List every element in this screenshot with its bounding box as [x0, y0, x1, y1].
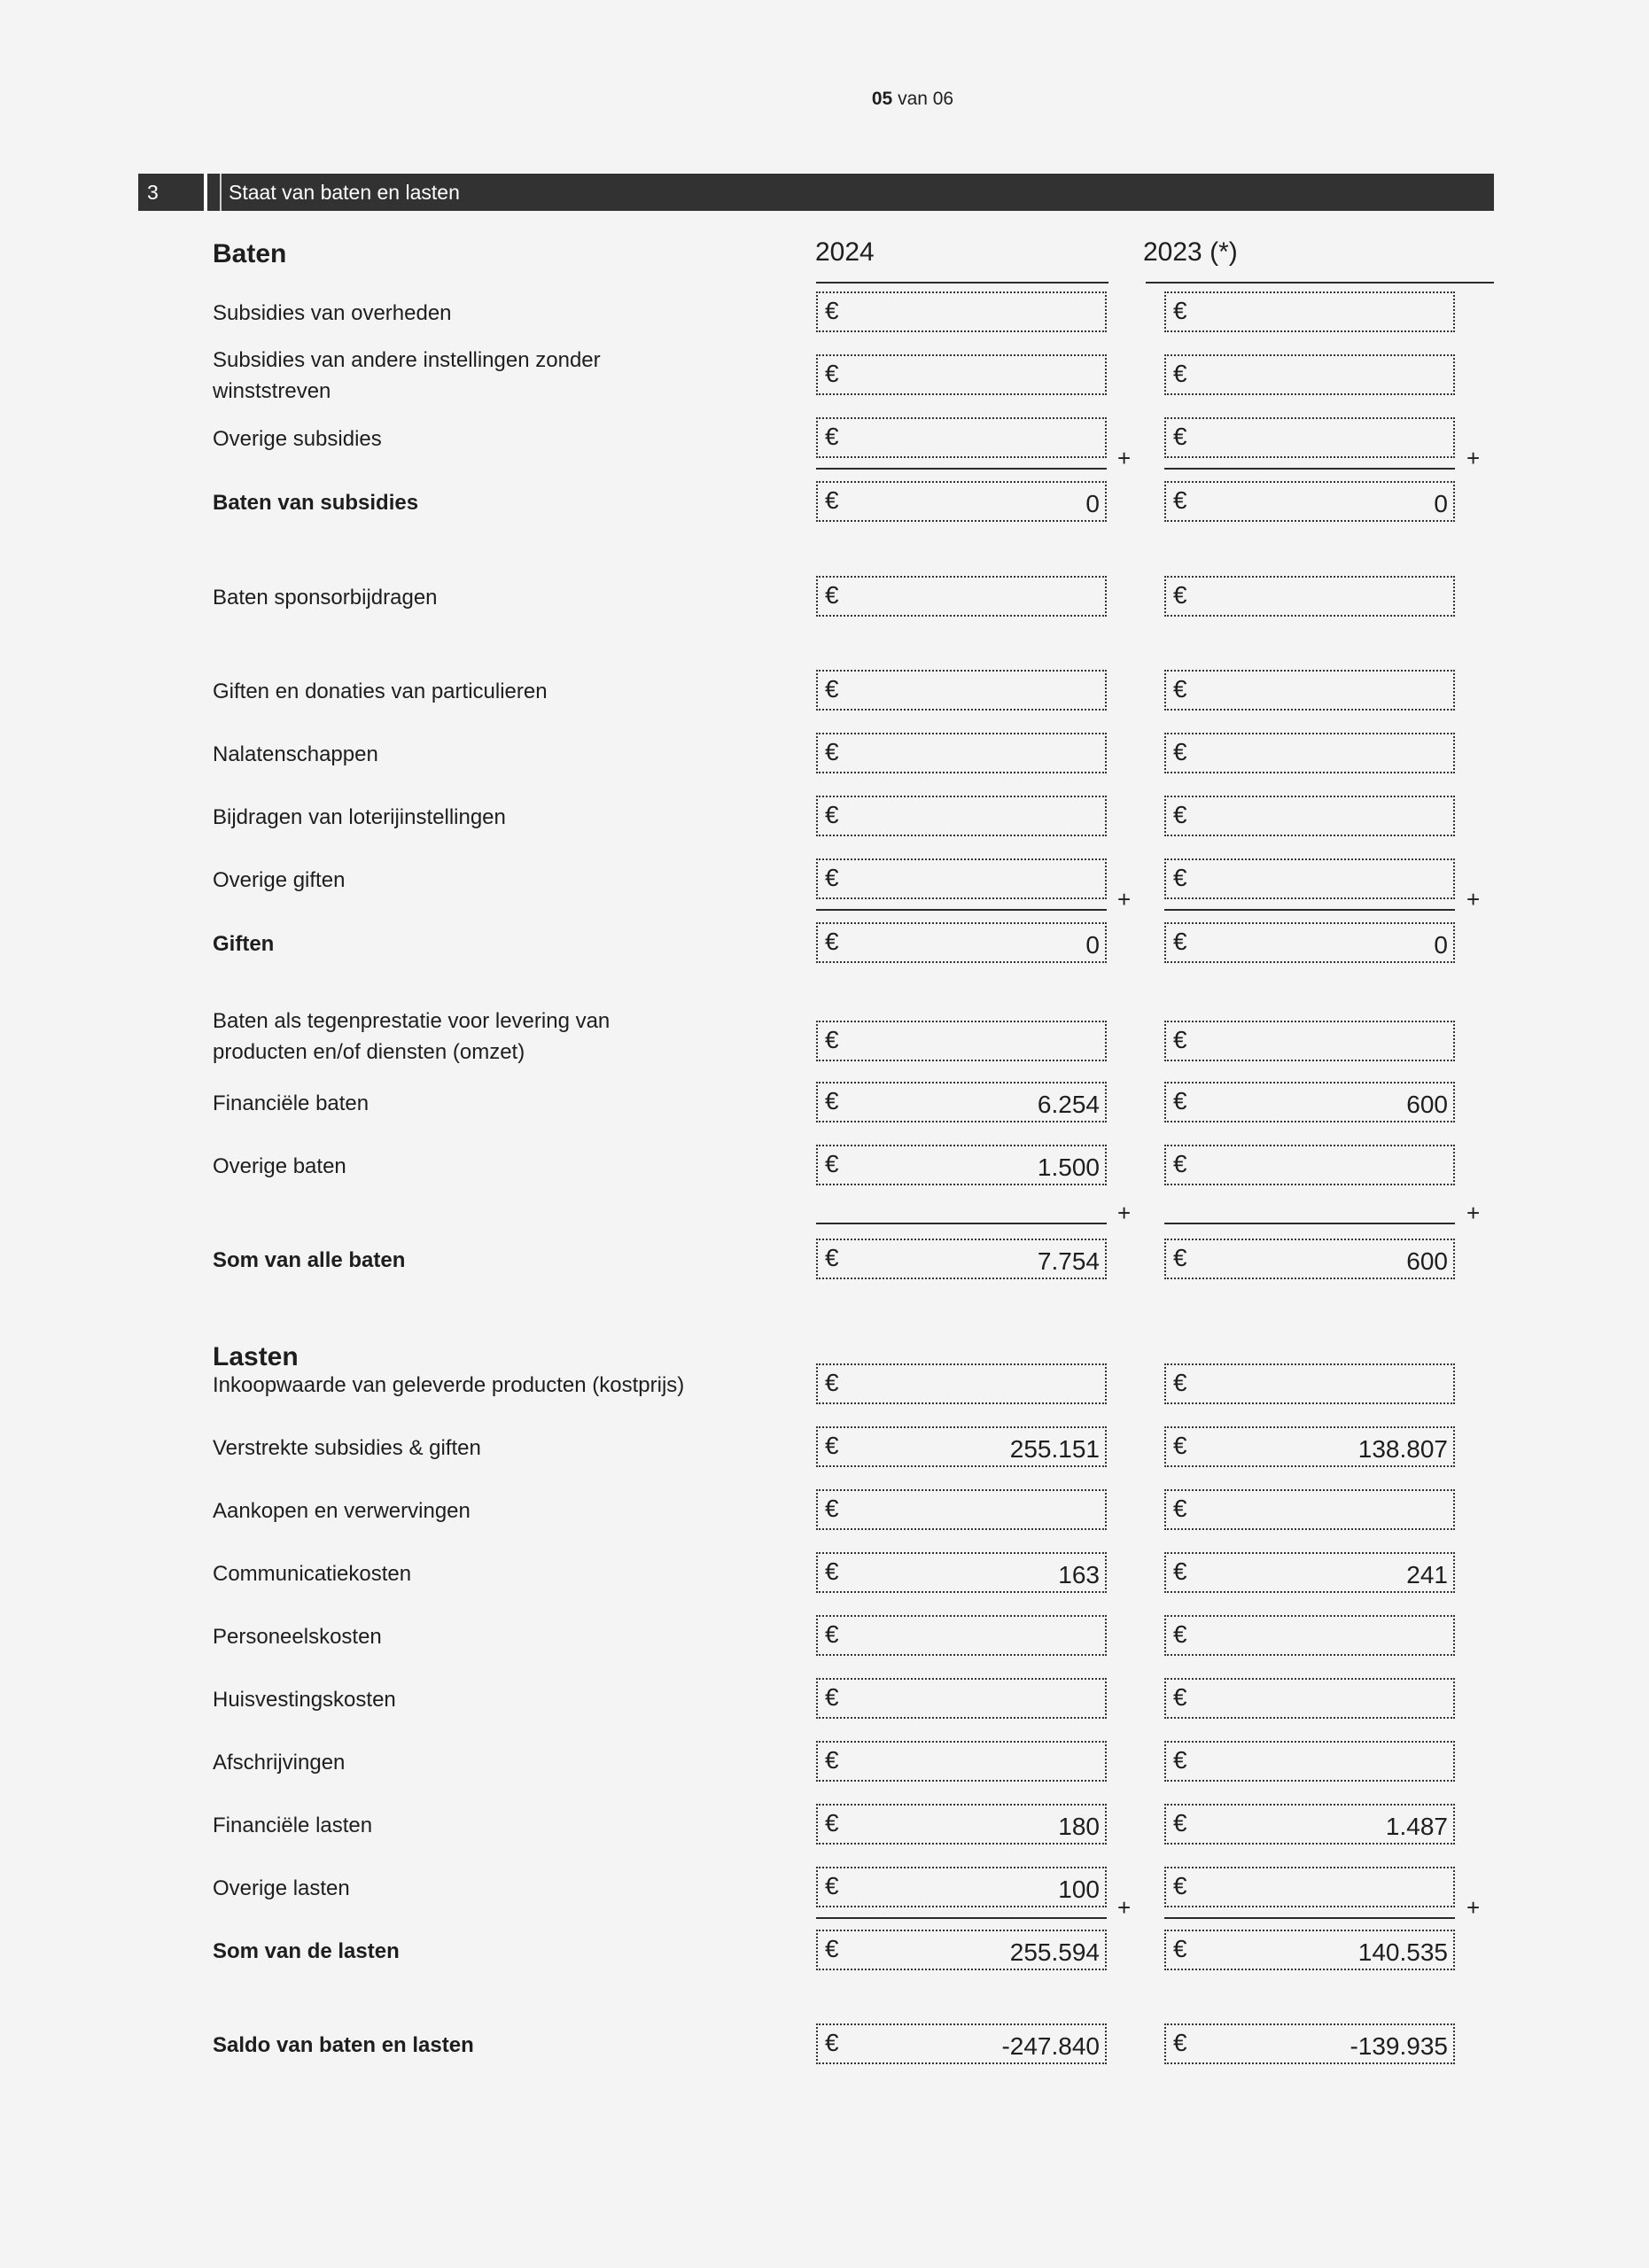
row-baten-sponsorbijdragen: [0, 571, 1649, 624]
euro-sign: €: [825, 1683, 839, 1711]
row-label: Giften en donaties van particulieren: [213, 679, 548, 703]
value-2024: [816, 417, 1107, 458]
euro-sign: €: [1173, 1244, 1187, 1271]
value-2023: [1164, 1741, 1455, 1782]
row-giften: [0, 917, 1649, 970]
sum-rule-2023: [1164, 468, 1455, 470]
value-2023: [1164, 2023, 1455, 2064]
column-2023-header: 2023 (*): [1143, 237, 1238, 267]
euro-sign: €: [1173, 581, 1187, 609]
row-baten-tegenprestatie: [0, 1001, 1649, 1072]
value-2024: [816, 858, 1107, 899]
value-2024: [816, 922, 1107, 963]
page-of: van 06: [898, 89, 954, 109]
row-nalatenschappen: [0, 727, 1649, 781]
sum-rule-2024: [816, 468, 1107, 470]
amount: 163: [1058, 1561, 1100, 1588]
amount: 100: [1058, 1876, 1100, 1903]
value-2024: [816, 481, 1107, 522]
euro-sign: €: [825, 1935, 839, 1962]
euro-sign: €: [825, 928, 839, 955]
row-som-van-alle-baten: [0, 1233, 1649, 1286]
row-afschrijvingen: [0, 1736, 1649, 1789]
euro-sign: €: [1173, 1369, 1187, 1396]
euro-sign: €: [1173, 675, 1187, 703]
euro-sign: €: [1173, 1809, 1187, 1837]
row-verstrekte-subsidies-giften: [0, 1421, 1649, 1474]
value-2023: [1164, 1363, 1455, 1404]
value-2024: [816, 1239, 1107, 1279]
euro-sign: €: [1173, 1620, 1187, 1648]
row-label: Subsidies van overheden: [213, 300, 452, 325]
row-label: Subsidies van andere instellingen zonder winststreven: [213, 348, 601, 403]
plus-sign: +: [1117, 1894, 1132, 1921]
row-financiele-baten: [0, 1076, 1649, 1130]
value-2023: [1164, 670, 1455, 711]
column-2024-rule: [816, 282, 1108, 284]
value-2023: [1164, 1021, 1455, 1061]
amount: 255.151: [1009, 1435, 1100, 1463]
amount: 600: [1406, 1091, 1448, 1118]
sum-rule-2024: [816, 1917, 1107, 1919]
value-2024: [816, 1804, 1107, 1845]
euro-sign: €: [1173, 1150, 1187, 1177]
value-2023: [1164, 1239, 1455, 1279]
value-2023: [1164, 417, 1455, 458]
column-2023-rule: [1146, 282, 1494, 284]
value-2023: [1164, 1426, 1455, 1467]
value-2024: [816, 291, 1107, 332]
section-number: 3: [138, 174, 207, 211]
value-2024: [816, 733, 1107, 773]
amount: 180: [1058, 1813, 1100, 1840]
euro-sign: €: [825, 1150, 839, 1177]
row-overige-lasten: [0, 1861, 1649, 1915]
value-2023: [1164, 354, 1455, 395]
sum-rule-2023: [1164, 1917, 1455, 1919]
row-label: Huisvestingskosten: [213, 1687, 396, 1712]
value-2024: [816, 1615, 1107, 1656]
row-giften-donaties: [0, 664, 1649, 718]
row-label: Communicatiekosten: [213, 1561, 412, 1586]
amount: 0: [1085, 931, 1100, 959]
amount: 140.535: [1357, 1938, 1448, 1966]
value-2023: [1164, 576, 1455, 617]
value-2023: [1164, 796, 1455, 836]
sum-rule-2023: [1164, 909, 1455, 911]
value-2023: [1164, 1804, 1455, 1845]
euro-sign: €: [1173, 1557, 1187, 1585]
euro-sign: €: [825, 297, 839, 324]
amount: 1.487: [1385, 1813, 1448, 1840]
row-baten-van-subsidies: [0, 476, 1649, 529]
row-label: Inkoopwaarde van geleverde producten (kostprijs): [213, 1372, 685, 1397]
row-huisvestingskosten: [0, 1673, 1649, 1726]
row-overige-baten: [0, 1139, 1649, 1192]
value-2023: [1164, 1082, 1455, 1122]
euro-sign: €: [1173, 1432, 1187, 1459]
euro-sign: €: [1173, 1087, 1187, 1115]
row-financiele-lasten: [0, 1798, 1649, 1852]
row-label: Afschrijvingen: [213, 1750, 346, 1775]
euro-sign: €: [825, 1872, 839, 1899]
value-2024: [816, 1426, 1107, 1467]
column-2024-header: 2024: [815, 237, 875, 267]
value-2024: [816, 576, 1107, 617]
euro-sign: €: [1173, 360, 1187, 387]
plus-sign: +: [1117, 445, 1132, 471]
plus-sign: +: [1466, 445, 1481, 471]
euro-sign: €: [1173, 1683, 1187, 1711]
euro-sign: €: [1173, 486, 1187, 514]
value-2024: [816, 1021, 1107, 1061]
value-2023: [1164, 481, 1455, 522]
row-label: Verstrekte subsidies & giften: [213, 1435, 481, 1460]
euro-sign: €: [825, 864, 839, 891]
value-2023: [1164, 733, 1455, 773]
value-2024: [816, 1082, 1107, 1122]
sum-rule-2024: [816, 1223, 1107, 1224]
euro-sign: €: [825, 1809, 839, 1837]
row-label: Overige lasten: [213, 1876, 350, 1900]
section-header: [138, 174, 1494, 211]
euro-sign: €: [825, 1557, 839, 1585]
plus-sign: +: [1466, 1200, 1481, 1226]
amount: 600: [1406, 1247, 1448, 1275]
euro-sign: €: [1173, 1495, 1187, 1522]
euro-sign: €: [825, 1432, 839, 1459]
value-2024: [816, 1489, 1107, 1530]
plus-sign: +: [1466, 886, 1481, 913]
euro-sign: €: [1173, 864, 1187, 891]
value-2023: [1164, 922, 1455, 963]
amount: 0: [1434, 931, 1448, 959]
euro-sign: €: [825, 1026, 839, 1053]
euro-sign: €: [1173, 423, 1187, 450]
row-bijdragen-loterijinstellingen: [0, 790, 1649, 843]
euro-sign: €: [1173, 801, 1187, 828]
value-2024: [816, 354, 1107, 395]
euro-sign: €: [1173, 1026, 1187, 1053]
value-2024: [816, 1678, 1107, 1719]
value-2024: [816, 796, 1107, 836]
row-label: Financiële lasten: [213, 1813, 373, 1837]
row-label: Overige giften: [213, 867, 346, 892]
amount: 1.500: [1037, 1153, 1100, 1181]
euro-sign: €: [825, 1087, 839, 1115]
sum-rule-2024: [816, 909, 1107, 911]
value-2024: [816, 1552, 1107, 1593]
row-label: Overige baten: [213, 1153, 346, 1178]
euro-sign: €: [825, 1244, 839, 1271]
row-label: Baten als tegenprestatie voor levering van producten en/of diensten (omzet): [213, 1009, 611, 1064]
row-label: Financiële baten: [213, 1091, 369, 1115]
value-2023: [1164, 1489, 1455, 1530]
row-inkoopwaarde: [0, 1358, 1649, 1411]
row-overige-subsidies: [0, 412, 1649, 465]
value-2023: [1164, 1615, 1455, 1656]
value-2024: [816, 1867, 1107, 1907]
euro-sign: €: [1173, 928, 1187, 955]
value-2024: [816, 2023, 1107, 2064]
amount: 0: [1085, 490, 1100, 517]
euro-sign: €: [825, 738, 839, 765]
page-number: [0, 89, 1649, 110]
plus-sign: +: [1117, 886, 1132, 913]
value-2023: [1164, 858, 1455, 899]
row-label: Giften: [213, 931, 275, 956]
amount: 6.254: [1037, 1091, 1100, 1118]
euro-sign: €: [825, 1746, 839, 1774]
value-2024: [816, 1145, 1107, 1185]
amount: 255.594: [1009, 1938, 1100, 1966]
plus-sign: +: [1117, 1200, 1132, 1226]
amount: 241: [1406, 1561, 1448, 1588]
amount: 7.754: [1037, 1247, 1100, 1275]
euro-sign: €: [825, 675, 839, 703]
row-label: Overige subsidies: [213, 426, 382, 451]
row-label: Som van de lasten: [213, 1938, 400, 1963]
euro-sign: €: [825, 2029, 839, 2056]
value-2024: [816, 670, 1107, 711]
euro-sign: €: [825, 581, 839, 609]
plus-sign: +: [1466, 1894, 1481, 1921]
euro-sign: €: [825, 423, 839, 450]
row-subsidies-andere-instellingen: [0, 349, 1649, 402]
row-label: Baten van subsidies: [213, 490, 419, 515]
euro-sign: €: [825, 486, 839, 514]
euro-sign: €: [1173, 1935, 1187, 1962]
lasten-heading: Lasten: [213, 1342, 299, 1371]
euro-sign: €: [1173, 1872, 1187, 1899]
euro-sign: €: [825, 1620, 839, 1648]
page-current: 05: [871, 89, 893, 109]
row-label: Baten sponsorbijdragen: [213, 585, 438, 610]
row-label: Som van alle baten: [213, 1247, 406, 1272]
euro-sign: €: [1173, 1746, 1187, 1774]
value-2024: [816, 1741, 1107, 1782]
baten-heading: Baten: [213, 239, 287, 268]
value-2023: [1164, 1552, 1455, 1593]
row-overige-giften: [0, 853, 1649, 906]
row-label: Saldo van baten en lasten: [213, 2032, 474, 2057]
euro-sign: €: [1173, 738, 1187, 765]
euro-sign: €: [1173, 297, 1187, 324]
amount: 138.807: [1357, 1435, 1448, 1463]
row-subsidies-overheden: [0, 286, 1649, 339]
amount: 0: [1434, 490, 1448, 517]
row-label: Nalatenschappen: [213, 742, 378, 766]
row-aankopen-verwervingen: [0, 1484, 1649, 1537]
section-title: Staat van baten en lasten: [220, 174, 460, 211]
row-label: Aankopen en verwervingen: [213, 1498, 471, 1523]
sum-rule-2023: [1164, 1223, 1455, 1224]
value-2023: [1164, 291, 1455, 332]
row-label: Bijdragen van loterijinstellingen: [213, 804, 506, 829]
value-2023: [1164, 1867, 1455, 1907]
row-label: Personeelskosten: [213, 1624, 382, 1649]
amount: -139.935: [1350, 2032, 1448, 2060]
value-2024: [816, 1363, 1107, 1404]
euro-sign: €: [1173, 2029, 1187, 2056]
euro-sign: €: [825, 360, 839, 387]
euro-sign: €: [825, 1369, 839, 1396]
euro-sign: €: [825, 801, 839, 828]
value-2023: [1164, 1145, 1455, 1185]
row-communicatiekosten: [0, 1547, 1649, 1600]
row-personeelskosten: [0, 1610, 1649, 1663]
amount: -247.840: [1001, 2032, 1100, 2060]
value-2023: [1164, 1930, 1455, 1970]
value-2023: [1164, 1678, 1455, 1719]
value-2024: [816, 1930, 1107, 1970]
row-som-van-de-lasten: [0, 1924, 1649, 1977]
euro-sign: €: [825, 1495, 839, 1522]
row-saldo-baten-lasten: [0, 2018, 1649, 2071]
